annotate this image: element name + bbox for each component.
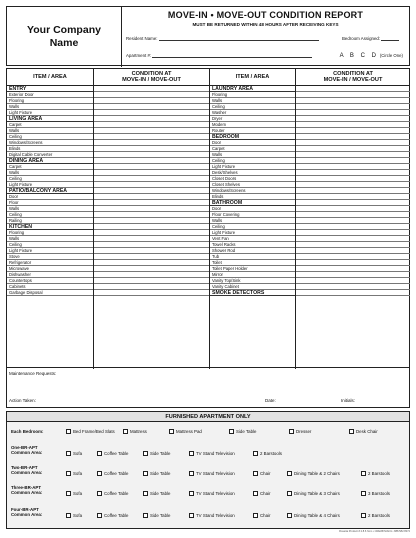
maintenance-section: [6, 368, 410, 408]
left-condition-cells: [94, 86, 209, 296]
section-heading: DINING AREA: [7, 158, 93, 164]
report-header: [6, 6, 410, 66]
furniture-checkbox-item[interactable]: [66, 471, 82, 476]
item-row: Stove: [7, 254, 93, 260]
checkbox-label: Dresser: [296, 429, 312, 434]
checkbox-label: Mattress Pad: [176, 429, 202, 434]
item-row: Mirror: [210, 272, 295, 278]
left-item-header: ITEM / AREA: [7, 69, 93, 86]
checkbox[interactable]: [143, 451, 148, 456]
left-condition-header: [94, 69, 209, 86]
item-row: Walls: [210, 152, 295, 158]
apartment-type-label: Four-BR-APT: [11, 507, 39, 512]
item-row: Tub: [210, 254, 295, 260]
checkbox-label: Bed Frame/Bed Slats: [73, 429, 115, 434]
item-row: Light Fixture: [7, 248, 93, 254]
checkbox[interactable]: [229, 429, 234, 434]
item-row: Floor: [7, 200, 93, 206]
checkbox-label: TV Stand Television: [196, 513, 235, 518]
common-area-label: Common Area:: [11, 512, 43, 517]
furniture-checkbox-item[interactable]: [143, 471, 170, 476]
item-row: Desk/Shelves: [210, 170, 295, 176]
item-row: Toilet: [210, 260, 295, 266]
checkbox[interactable]: [253, 491, 258, 496]
item-row: Exterior Door: [7, 92, 93, 98]
date-label: Date:: [265, 398, 276, 403]
furniture-checkbox-item[interactable]: [143, 513, 170, 518]
checkbox-label: Side Table: [236, 429, 257, 434]
condition-cell[interactable]: [296, 290, 410, 296]
section-heading: BEDROOM: [210, 134, 295, 140]
left-condition-header-line1: CONDITION AT: [131, 70, 172, 77]
item-row: Washer: [210, 110, 295, 116]
item-row: Dryer: [210, 116, 295, 122]
furnished-row-label: [11, 445, 42, 455]
item-row: Dishwasher: [7, 272, 93, 278]
checkbox[interactable]: [143, 491, 148, 496]
section-heading: SMOKE DETECTORS: [210, 290, 295, 296]
item-row: Ceiling: [7, 134, 93, 140]
resident-name-field[interactable]: [126, 36, 319, 41]
checkbox[interactable]: [97, 491, 102, 496]
item-row: Countertops: [7, 278, 93, 284]
item-row: Vanity Cabinet: [210, 284, 295, 290]
checkbox[interactable]: [123, 429, 128, 434]
furniture-checkbox-item[interactable]: [361, 471, 390, 476]
furniture-checkbox-item[interactable]: [169, 429, 202, 434]
item-row: Toilet Paper Holder: [210, 266, 295, 272]
furniture-checkbox-item[interactable]: [143, 491, 170, 496]
item-row: Router: [210, 128, 295, 134]
checkbox-label: Dining Table & 2 Chairs: [294, 471, 340, 476]
checkbox[interactable]: [97, 513, 102, 518]
item-row: Windows/Screens: [7, 140, 93, 146]
resident-name-label: Resident Name:: [126, 36, 158, 41]
left-condition-header-line2: MOVE-IN / MOVE-OUT: [122, 77, 181, 83]
furnished-row-label: [11, 507, 42, 517]
apartment-label: Apartment #:: [126, 53, 152, 58]
right-condition-header-line2: MOVE-IN / MOVE-OUT: [323, 77, 383, 83]
common-area-label: Common Area:: [11, 470, 43, 475]
checkbox[interactable]: [253, 471, 258, 476]
condition-report-page: [6, 6, 410, 532]
furniture-checkbox-item[interactable]: [66, 429, 115, 434]
checkbox[interactable]: [349, 429, 354, 434]
checkbox-label: Sofa: [73, 451, 83, 456]
resident-name-line[interactable]: [159, 36, 319, 41]
common-area-label: Common Area:: [11, 490, 43, 495]
item-row: Blinds: [210, 194, 295, 200]
furnished-row: [11, 486, 407, 500]
checkbox-label: Side Table: [150, 491, 171, 496]
furniture-checkbox-item[interactable]: [287, 491, 340, 496]
item-row: Light Fixture: [210, 164, 295, 170]
right-item-rows: [210, 86, 295, 296]
furniture-checkbox-item[interactable]: [229, 429, 256, 434]
checkbox[interactable]: [361, 471, 366, 476]
furniture-checkbox-item[interactable]: [189, 451, 235, 456]
furniture-checkbox-item[interactable]: [143, 451, 170, 456]
report-subtitle: MUST BE RETURNED WITHIN 48 HOURS AFTER RECEIVING KEYS: [192, 22, 339, 27]
checkbox[interactable]: [287, 513, 292, 518]
checkbox[interactable]: [97, 471, 102, 476]
bedroom-letters[interactable]: A B C D: [339, 53, 379, 59]
furniture-checkbox-item[interactable]: [123, 429, 147, 434]
section-heading: LIVING AREA: [7, 116, 93, 122]
checkbox-label: Chair: [260, 513, 271, 518]
checkbox-label: TV Stand Television: [196, 471, 235, 476]
condition-table: [6, 68, 410, 368]
checkbox[interactable]: [361, 513, 366, 518]
furniture-checkbox-item[interactable]: [287, 471, 340, 476]
checkbox-label: Coffee Table: [104, 451, 129, 456]
item-row: Walls: [7, 170, 93, 176]
apartment-field[interactable]: [126, 53, 312, 58]
item-row: Light Fixture: [7, 110, 93, 116]
apartment-type-label: Two-BR-APT: [11, 465, 38, 470]
checkbox[interactable]: [66, 451, 71, 456]
item-row: Closet Doors: [210, 176, 295, 182]
report-title: MOVE-IN • MOVE-OUT CONDITION REPORT: [167, 10, 364, 20]
item-row: Door: [7, 194, 93, 200]
item-row: Walls: [7, 104, 93, 110]
right-item-header: ITEM / AREA: [210, 69, 295, 86]
checkbox[interactable]: [189, 491, 194, 496]
section-heading: KITCHEN: [7, 224, 93, 230]
checkbox-label: Coffee Table: [104, 491, 129, 496]
furniture-checkbox-item[interactable]: [349, 429, 378, 434]
item-row: Floor Covering: [210, 212, 295, 218]
furnished-row: [11, 446, 407, 460]
action-taken-label: Action Taken:: [9, 398, 36, 403]
initials-label: Initials:: [341, 398, 356, 403]
item-row: Door: [210, 140, 295, 146]
checkbox[interactable]: [361, 491, 366, 496]
furnished-row: [11, 429, 407, 443]
item-row: Carpet: [210, 146, 295, 152]
checkbox[interactable]: [189, 451, 194, 456]
item-row: Digital Cable Converter: [7, 152, 93, 158]
item-row: Carpet: [7, 122, 93, 128]
right-item-column: [209, 69, 295, 369]
apartment-type-label: One-BR-APT: [11, 445, 38, 450]
furniture-checkbox-item[interactable]: [66, 451, 82, 456]
furnished-apartment-section: [6, 411, 410, 529]
checkbox[interactable]: [287, 491, 292, 496]
item-row: Windows/Screens: [210, 188, 295, 194]
maintenance-requests-label: Maintenance Requests:: [9, 371, 57, 376]
item-row: Carpet: [7, 164, 93, 170]
checkbox[interactable]: [189, 513, 194, 518]
checkbox-label: Desk Chair: [356, 429, 378, 434]
item-row: Modem: [210, 122, 295, 128]
item-row: Ceiling: [7, 212, 93, 218]
furnished-row-label: [11, 465, 42, 475]
furnished-row: [11, 466, 407, 480]
furniture-checkbox-item[interactable]: [66, 491, 82, 496]
checkbox[interactable]: [253, 451, 258, 456]
item-row: Refrigerator: [7, 260, 93, 266]
apartment-type-label: Three-BR-APT: [11, 485, 42, 490]
furniture-checkbox-item[interactable]: [253, 471, 271, 476]
checkbox-label: Side Table: [150, 471, 171, 476]
right-condition-column: [295, 69, 410, 369]
item-row: Ceiling: [210, 158, 295, 164]
section-heading: ENTRY: [7, 86, 93, 92]
checkbox-label: Dining Table & 3 Chairs: [294, 491, 340, 496]
bedroom-assigned-field[interactable]: [342, 36, 399, 41]
furniture-checkbox-item[interactable]: [361, 513, 390, 518]
right-condition-header-line1: CONDITION AT: [333, 70, 373, 77]
furniture-checkbox-item[interactable]: [97, 451, 129, 456]
item-row: Flooring: [7, 98, 93, 104]
item-row: Vanity Top/Sink: [210, 278, 295, 284]
left-item-rows: [7, 86, 93, 296]
item-row: Towel Racks: [210, 242, 295, 248]
checkbox-label: TV Stand Television: [196, 491, 235, 496]
furniture-checkbox-item[interactable]: [361, 491, 390, 496]
checkbox[interactable]: [189, 471, 194, 476]
item-row: Flooring: [210, 92, 295, 98]
furniture-checkbox-item[interactable]: [287, 513, 340, 518]
item-row: Shower Rod: [210, 248, 295, 254]
item-row: Walls: [7, 128, 93, 134]
item-row: Ceiling: [7, 176, 93, 182]
item-row: Walls: [7, 206, 93, 212]
item-row: Railing: [7, 218, 93, 224]
section-heading: LAUNDRY AREA: [210, 86, 295, 92]
company-name: Your Company Name: [27, 24, 101, 49]
item-row: Microwave: [7, 266, 93, 272]
left-item-column: [7, 69, 93, 369]
footer-product-code: Rosetta Product # 2.8.6 form • CREWFNIAN1 • 888.582.8374: [339, 530, 410, 533]
checkbox[interactable]: [66, 471, 71, 476]
checkbox-label: Sofa: [73, 491, 83, 496]
item-row: Vent Fan: [210, 236, 295, 242]
checkbox-label: 3 Barstools: [368, 491, 390, 496]
checkbox-label: Side Table: [150, 513, 171, 518]
furniture-checkbox-item[interactable]: [97, 491, 129, 496]
bedroom-assigned-line[interactable]: [381, 36, 399, 41]
checkbox[interactable]: [66, 429, 71, 434]
item-row: Ceiling: [7, 242, 93, 248]
checkbox-label: Chair: [260, 471, 271, 476]
furniture-checkbox-item[interactable]: [189, 471, 235, 476]
common-area-label: Common Area:: [11, 450, 43, 455]
furniture-checkbox-item[interactable]: [97, 513, 129, 518]
checkbox-label: 2 Barstools: [368, 471, 390, 476]
section-heading: PATIO/BALCONY AREA: [7, 188, 93, 194]
furniture-checkbox-item[interactable]: [289, 429, 311, 434]
checkbox[interactable]: [169, 429, 174, 434]
checkbox[interactable]: [143, 513, 148, 518]
checkbox[interactable]: [287, 471, 292, 476]
furniture-checkbox-item[interactable]: [253, 491, 271, 496]
checkbox[interactable]: [253, 513, 258, 518]
checkbox[interactable]: [97, 451, 102, 456]
item-row: Ceiling: [210, 224, 295, 230]
section-heading: BATHROOM: [210, 200, 295, 206]
checkbox-label: Sofa: [73, 471, 83, 476]
furnished-title: FURNISHED APARTMENT ONLY: [7, 412, 409, 422]
checkbox-label: 2 Barstools: [368, 513, 390, 518]
furnished-row: [11, 508, 407, 522]
checkbox-label: Coffee Table: [104, 513, 129, 518]
furnished-row-label: [11, 485, 42, 495]
checkbox-label: Side Table: [150, 451, 171, 456]
checkbox-label: 2 Barstools: [260, 451, 282, 456]
checkbox-label: Dining Table & 4 Chairs: [294, 513, 340, 518]
checkbox-label: Mattress: [130, 429, 147, 434]
each-bedroom-label: Each Bedroom:: [11, 429, 44, 434]
checkbox-label: Sofa: [73, 513, 83, 518]
item-row: Garbage Disposal: [7, 290, 93, 296]
furniture-checkbox-item[interactable]: [66, 513, 82, 518]
left-condition-column: [93, 69, 209, 369]
furniture-checkbox-item[interactable]: [253, 513, 271, 518]
bedroom-assigned-label: Bedroom Assigned:: [342, 36, 381, 41]
furniture-checkbox-item[interactable]: [189, 491, 235, 496]
checkbox[interactable]: [66, 491, 71, 496]
item-row: Flooring: [7, 230, 93, 236]
furnished-row-label: [11, 429, 43, 434]
apartment-line[interactable]: [152, 53, 312, 58]
checkbox[interactable]: [289, 429, 294, 434]
title-box: [122, 7, 409, 67]
item-row: Walls: [7, 236, 93, 242]
checkbox-label: Coffee Table: [104, 471, 129, 476]
item-row: Door: [210, 206, 295, 212]
item-row: Blinds: [7, 146, 93, 152]
item-row: Cabinets: [7, 284, 93, 290]
item-row: Walls: [210, 218, 295, 224]
checkbox-label: TV Stand Television: [196, 451, 235, 456]
furniture-checkbox-item[interactable]: [253, 451, 282, 456]
item-row: Light Fixture: [210, 230, 295, 236]
checkbox-label: Chair: [260, 491, 271, 496]
furniture-checkbox-item[interactable]: [97, 471, 129, 476]
item-row: Light Fixture: [7, 182, 93, 188]
item-row: Closet Shelves: [210, 182, 295, 188]
bedroom-letter-choice[interactable]: [340, 53, 403, 59]
furniture-checkbox-item[interactable]: [189, 513, 235, 518]
checkbox[interactable]: [66, 513, 71, 518]
item-row: Ceiling: [210, 104, 295, 110]
item-row: Walls: [210, 98, 295, 104]
right-condition-cells: [296, 86, 410, 296]
checkbox[interactable]: [143, 471, 148, 476]
company-name-box: [7, 7, 122, 67]
circle-one-hint: (Circle One): [379, 53, 403, 58]
condition-cell[interactable]: [94, 290, 209, 296]
right-condition-header: [296, 69, 410, 86]
